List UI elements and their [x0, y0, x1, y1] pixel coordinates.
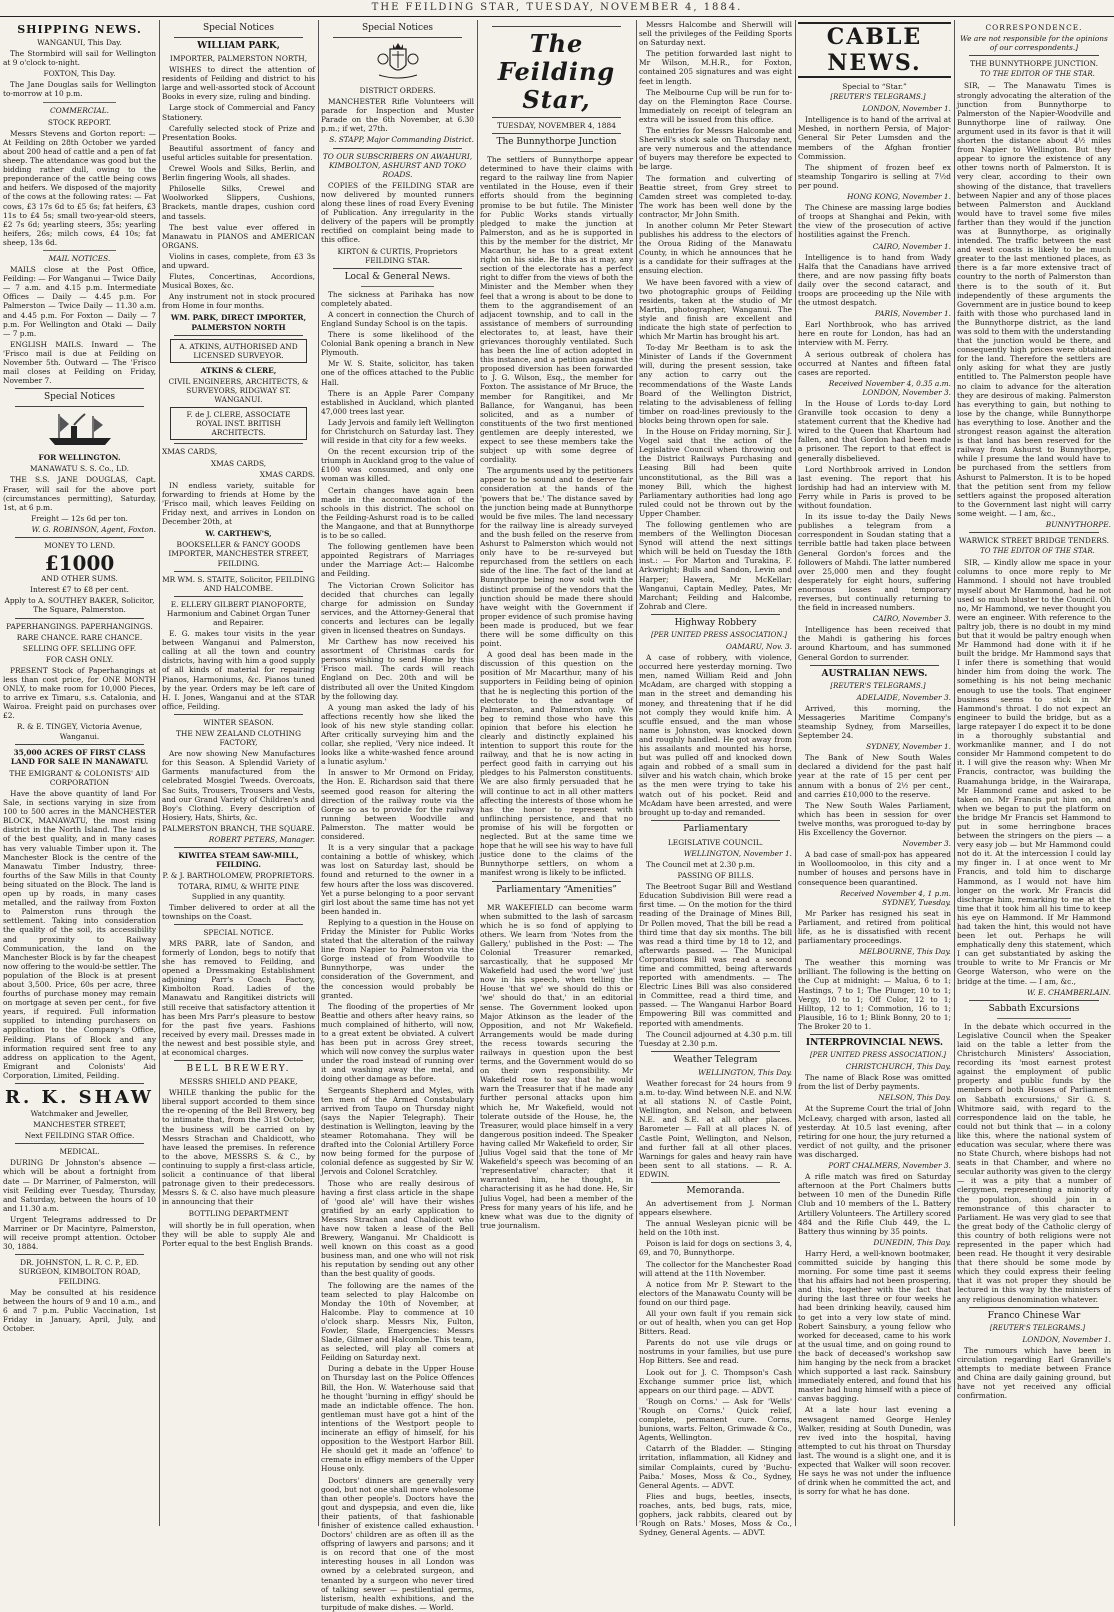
dateline: Received November 4, 0.35 a.m. LONDON, November 3.: [828, 378, 951, 397]
australian-item: The New South Wales Parliament, which has been in session for over twelve months, was prorogued to-day by His Excellency the Governor.: [798, 800, 951, 838]
lead-paragraph: A good deal has been made in the discussion of this question on the position of Mr Macarthur, many of his supporters in Feilding being of opinion that he is neglecting this portion of the electorate to the advantage of Palmerston, and Palmerston only. We beg to remind those who have this opinion that before his election he clearly and distinctly explained his intention to support this route for the railway, and that he is now acting in perfect good faith in carrying out his pledges to his Palmerston constituents. We are also firmly persuaded that he will continue to act in all other matters affecting the interests of those whom he has the honor to represent with unflinching persistence, and that no promise of his will be forgotten or neglected. But at the same time we hope that he will see his way to have full justice done to the claims of the Bunnythorpe settlers, on whom a manifest wrong is likely to be inflicted.: [480, 650, 633, 878]
dateline: NELSON, This Day.: [878, 1093, 951, 1103]
subscribers-body: COPIES of the FEILDING STAR are now delivered by mounted runners along these lines of road Every Evening of Publication. Any irregularity in the delivery of the papers will be promptly rectified on complaint being made to this office.: [321, 180, 474, 245]
cable-item: Intelligence is to hand of the arrival at Meshed, in northern Persia, of Major-General Sir Peter Lumsden and the members of the Afghan frontier Commission.: [798, 115, 951, 161]
letter-signature: W. E. CHAMBERLAIN.: [1027, 987, 1111, 997]
dateline: LONDON, November 1.: [862, 104, 951, 114]
divider: [174, 443, 303, 444]
divider: [520, 899, 593, 900]
dateline: ADELAIDE, November 3.: [856, 692, 951, 702]
bell-sub: MESSRS SHIELD AND PEAKE,: [179, 1077, 298, 1087]
council-met: The Council met at 2.30 p.m.: [646, 859, 755, 869]
ellery-body: E. G. makes tour visits in the year between Wanganui and Palmerston, calling at all the town and country districts, having with him a good supply of all kinds of material for repairing Pianos, Harmoniums, &c. Pianos tuned by the year. Orders may be left care of H. I. Jones, Wanganui and at the STAR office, Feilding.: [162, 629, 315, 711]
local-item: Sergeants Shepherd and Myles, with ten men of the Armed Constabulary arrived from Taupo on Thursday night (says the Napier Telegraph). Their destination is Wellington, leaving by the steamer Rotomahana. They will be drafted into the Colonial Artillery Force now being formed for the purpose of colonial defence as suggested by Sir W. Jervois and Colonel Scratchley.: [321, 1085, 474, 1177]
divider: [361, 286, 434, 287]
medical-heading: MEDICAL.: [59, 1147, 100, 1157]
local-item: Those who are really desirous of having a first class article in the shape of 'good ale' will have their wishes gratified by an early application to Messrs Strachan and Chaldicott who have now taken a lease of the Bell Brewery, Wanganui. Mr Chaldicott is well known on this coast as a good business man, and one who will not risk his reputation by sending out any other than the best quality of goods.: [321, 1178, 474, 1279]
jane-douglas-notice: THE S.S. JANE DOUGLAS, Capt. Fraser, will sail for the above port (circumstances permitting), Saturday, 1st, at 6 p.m.: [3, 475, 156, 512]
bottling-body: will shortly be in full operation, when they will be able to supply Ale and Porter equal to the best English Brands.: [162, 1220, 315, 1248]
park-signature: WM. PARK, DIRECT IMPORTER, PALMERSTON NORTH: [170, 313, 307, 332]
cable-item: Intelligence has been received that the Mahdi is gathering his forces around Khartoum, and has summoned General Gordon to surrender.: [798, 625, 951, 662]
atkins-clere-heading: ATKINS & CLERE,: [200, 365, 277, 375]
press-source: [PER UNITED PRESS ASSOCIATION.]: [809, 1051, 947, 1059]
special-notices-heading: Special Notices: [361, 23, 434, 33]
local-item: Mr Carthew has now received his assortment of Christmas cards for persons wishing to send Home by this 'Frisco mail. The cards will reach England on Dec. 20th and will be distributed all over the United Kingdom by the following day.: [321, 637, 474, 701]
cable-news-heading: CABLE NEWS.: [798, 22, 951, 78]
park-body: WISHES to direct the attention of residents of Feilding and district to his large and well-assorted stock of Account Books in every size, ruling and binding.: [162, 65, 315, 102]
bell-body: WHILE thanking the public for the liberal support accorded to them since the re-opening of the Bell Brewery, beg to intimate that, from the 31st October, the business will be carried on by Messrs Strachan and Chaldicott, who have leased the premises. In reference to the above, MESSRS S. & C., by continuing to supply a first-class article, solicit a continuance of that liberal patronage given to their predecessors. Messrs S. & C. also have much pleasure in announcing that their: [162, 1088, 315, 1207]
money-heading: MONEY TO LEND.: [44, 541, 115, 551]
divider: [810, 1034, 939, 1035]
park-heading: WILLIAM PARK,: [197, 41, 280, 51]
land-heading: 35,000 ACRES OF FIRST CLASS LAND FOR SALE IN MANAWATU.: [10, 747, 149, 766]
divider: [15, 406, 144, 407]
divider: [969, 1307, 1099, 1308]
local-item: The Melbourne Cup will be run for to-day on the Flemington Race Course. Immediately on receipt of telegram an extra will be issued from this office.: [639, 87, 792, 124]
stock-report-body: Messrs Stevens and Gorton report: — At Feilding on 28th October we yarded about 200 head of cattle and a pen of fat sheep. The attendance was good but the bidding rather dull, owing to the preponderance of the cattle being cows and heifers. We disposed of the majority of the cows at the following rates: — Fat cows, £3 17s 6d to £5 6s; fat heifers, £3 11s to £4 5s; small two-year-old steers, £2 7s 6d; yearling steers, 35s; yearling heifers, 26s; milch cows, £4 10s; fat sheep, 13s 6d.: [3, 128, 156, 247]
park-sub: IMPORTER, PALMERSTON NORTH,: [169, 54, 308, 63]
dateline: Received November 4, 1 p.m. SYDNEY, Tuesday.: [840, 888, 951, 907]
crest-icon: [321, 41, 474, 83]
local-item: A young man asked the lady of his affections recently how she liked the look of his new style standing collar. After critically surveying him and the collar, she replied, 'Very nice indeed. It looks like a white-washed fence around a lunatic asylum.': [321, 702, 474, 767]
divider: [15, 1143, 144, 1144]
nz-clothing-address: PALMERSTON BRANCH, THE SQUARE.: [162, 823, 315, 833]
memoranda-item: All your own fault if you remain sick or out of health, when you can get Hop Bitters. Read.: [639, 1309, 792, 1337]
amenities-body: MR WAKEFIELD can become warm when submitted to the lash of sarcasm which he is so fond of applying to others. We learn from 'Notes from the Gallery,' published in the Post: — The Colonial Treasurer remarked, sarcastically, that he supposed Mr Wakefield had used the word 'we' just now in his speech, when telling the House 'that we' we should do this or 'we' should do that,' in an editorial sense. The Government looked upon Major Atkinson as the leader of the Opposition, and not Mr Wakefield. Arrangements would be made during the recess towards securing the railways in question upon the best terms, and the Government would do so on their own responsibility. Mr Wakefield rose to say that he would warn the Treasurer that if he made any further personal attacks upon him which he, Mr Wakefield, would not tolerate outside of the House, he, the Treasurer, would place himself in a very dangerous position indeed. The Speaker having called Mr Wakefield to order, Sir Julius Vogel said that the tone of Mr Wakefield's speech was becoming of an 'representative' character; that it warranted him, he thought, in characterising it as he had done. He, Sir Julius Vogel, had been a member of the Press for many years of his life, and he knew what was due to the dignity of true journalism.: [480, 902, 633, 1230]
divider: [492, 26, 621, 27]
memoranda-item: Catarrh of the Bladder. — Stinging irritation, inflammation, all Kidney and similar Complaints, cured by 'Buchu-Paiba.' Moses, Moss & Co., Sydney, General Agents. — ADVT.: [639, 1444, 792, 1490]
australian-item: The Bank of New South Wales declared a dividend for the past half year at the rate of 15 per cent per annum with a bonus of 2½ per cent., and carries £10,000 to the reserve.: [798, 753, 951, 799]
divider: [15, 1083, 144, 1084]
shipping-line: The Jane Douglas sails for Wellington to-morrow at 10 p.m.: [3, 80, 156, 99]
australian-item: The weather this morning was brilliant. The following is the betting on the Cup at midnight: — Malua, 6 to 1; Hastings, 7 to 1; The Plunger, 10 to 1; Vergy, 10 to 1; Off Color, 12 to 1; Hilltop, 12 to 1; Commotion, 16 to 1; Plausible, 16 to 1; Blink Bonny, 20 to 1; The Broker 20 to 1.: [798, 958, 951, 1031]
rks-street: MANCHESTER STREET,: [33, 1120, 126, 1130]
council-bills-heading: PASSING OF BILLS.: [677, 871, 754, 881]
special-notices-heading: Special Notices: [202, 23, 275, 33]
money-amount: £1000: [44, 551, 115, 576]
local-item: Messrs Halcombe and Sherwill will sell the privileges of the Feilding Sports on Saturday next.: [639, 20, 792, 48]
divider: [651, 820, 780, 821]
australian-item: Mr Parker has resigned his seat in Parliament, and retired from political life, as he is dissatisfied with recent parliamentary proceedings.: [798, 908, 951, 946]
english-mails: ENGLISH MAILS. Inward — The 'Frisco mail is due at Feilding on November 5th. Outward — The 'Frisco mail closes at Feilding on Friday, November 7.: [3, 339, 156, 386]
parliamentary-heading: Parliamentary: [683, 823, 748, 834]
local-item: The formation and culverting of Beattie street, from Grey street to Camden street was completed to-day. The work has been well done by the contractor, Mr John Smith.: [639, 173, 792, 219]
local-item: In the House on Friday morning, Sir J. Vogel said that the action of the Legislative Council when throwing out the District Railways Purchasing and Leasing Bill had been quite unconstitutional, as the Bill was a money Bill, which the highest Parliamentary authorities had long ago ruled could not be thrown out by the Upper Chamber.: [639, 427, 792, 518]
steamship-illustration: [3, 410, 156, 450]
local-item: To-day Mr Beetham is to ask the Minister of Lands if the Government will, during the present session, take any action to carry out the recommendations of the Waste Lands Board of the Wellington District, relating to the advisableness of felling timber on road-lines previously to the blocks being thrown open for sale.: [639, 343, 792, 425]
freight-line: Freight — 12s 6d per ton.: [31, 513, 128, 523]
paperhangings-heading: PAPERHANGINGS. PAPERHANGINGS.: [6, 621, 153, 631]
mail-body: MAILS close at the Post Office, Feilding: — For Wanganui — Twice Daily — 7 a.m. and 4.15 p.m. Intermediate Offices — Daily — 4.45 p.m. For Palmerston — Twice Daily — 11.30 a.m. and 4.45 p.m. For Foxton — Daily — 7 p.m. For Wellington and Otaki — Daily — 7 p.m.: [3, 265, 156, 338]
district-orders-heading: DISTRICT ORDERS.: [359, 86, 436, 95]
dateline: WELLINGTON, This Day.: [698, 1067, 792, 1077]
nz-clothing-heading: THE NEW ZEALAND CLOTHING FACTORY,: [175, 729, 302, 748]
local-item: In another column Mr Peter Stewart publishes his address to the electors of the Oroua Riding of the Manawatu County, in which he announces that he is a candidate for their suffrages at the ensuing election.: [639, 220, 792, 276]
divider: [43, 102, 116, 103]
park-line: Violins in cases, complete, from £3 3s and upward.: [162, 251, 315, 270]
memoranda-item: Parents do not use vile drugs or nostrums in your families, but use pure Hop Bitters. See and read.: [639, 1338, 792, 1366]
council-heading: LEGISLATIVE COUNCIL.: [667, 837, 764, 847]
park-line: Any instrument not in stock procured from Home in four months.: [162, 292, 315, 311]
cable-item: In its issue to-day the Daily News publishes a telegram from a correspondent in Soudan stating that a terrible battle had taken place between General Gordon's forces and the followers of Mahdi. The latter numbered over 25,000 men and they fought desperately for eight hours, suffering enormous losses and temporary reverses, but continually returning to the field in increased numbers.: [798, 512, 951, 613]
dateline: PARIS, November 1.: [874, 309, 951, 319]
divider: [174, 924, 303, 925]
local-item: The following gentlemen who are members of the Wellington Diocesan Synod will attend the next sittings which will be held on Tuesday the 18th inst.: — For Marton and Turakina, F. Arkwright; Bulls and Sandon, Levin and Harper; Hawera, Mr McKellar; Wanganui, Captain Medley, Pates, Mr Marchant; Feilding and Halcombe, Zohrab and Clere.: [639, 519, 792, 611]
park-line: Carefully selected stock of Prize and Presentation Books.: [162, 123, 315, 142]
cable-item: The shipment of frozen beef ex steamship Tongariro is selling at 7½d per pound.: [798, 162, 951, 190]
cable-item: In the House of Lords to-day Lord Granville took occasion to deny a statement current that the Khedive had wired to the Queen that Khartoum had fallen, and that Gordon had been made a prisoner. The report to that effect is generally disbelieved.: [798, 399, 951, 463]
divider: [997, 1018, 1071, 1019]
rks-sub: Watchmaker and Jeweller,: [30, 1109, 129, 1118]
paperhangings-body: PRESENT Stock of Paperhangings at less than cost price, for ONE MONTH ONLY, to make room for 10,000 Pieces, to arrive ex Timaru, s.s. Catalonia, and Wairoa. Freight paid on purchases over £2.: [3, 665, 156, 721]
carthew-heading: W. CARTHEW'S,: [205, 529, 272, 539]
agent-signature: W. G. ROBINSON, Agent, Foxton.: [31, 524, 156, 534]
divider: [15, 537, 144, 538]
cable-item: The Chinese are massing large bodies of troops at Shanghai and Pekin, with the view of the prosecution of active hostilities against the French.: [798, 203, 951, 240]
urgent-telegrams: Urgent Telegrams addressed to Dr Marriner or Dr Macintyre, Palmerston, will receive prompt attention. October 30, 1884.: [3, 1214, 156, 1252]
lead-article-heading: The Bunnythorpe Junction: [496, 137, 617, 148]
dateline: MELBOURNE, This Day.: [859, 947, 951, 957]
to-editor: TO THE EDITOR OF THE STAR.: [980, 70, 1095, 79]
local-item: During a debate in the Upper House on Thursday last on the Police Offences Bill, the Hon. W. Waterhouse said that he thought 'burning in effigy' should be made an indictable offence. The hon. gentleman must have got a hint of the intentions of the Westport people to incinerate an effigy of himself, for his opposition to the Westport Harbor Bill. He should get it made an 'offence' to cremate in effigy members of the Upper House only.: [321, 1364, 474, 1474]
lead-paragraph: The arguments used by the petitioners appear to be sound and to deserve fair consideration at the hands of the 'powers that be.' The distance saved by the junction being made at Bunnythorpe would be five miles. The land necessary for the railway line is already surveyed and the bush felled on the reserve from Ashurst to Palmerston which would not only have to be re-surveyed but repurchased from the settlers on each side of the line. The fact of the land at Bunnythorpe being now sold with the distinct promise of the vendors that the junction should be made there should have weight with the Government if proper evidence of such promise having been made is produced, but we fear there will be some difficulty on this point.: [480, 466, 633, 649]
park-line: Crewel Wools and Silks, Berlin, and Berlin fingering Wools, all shades.: [162, 164, 315, 183]
money-interest: Interest £7 to £8 per cent.: [30, 585, 129, 595]
franco-body: The rumours which have been in circulation regarding Earl Granville's attempts to mediate between France and China are daily gaining ground, but have not yet received any official confirmation.: [957, 1345, 1111, 1401]
highway-body: A case of robbery, with violence, occurred here yesterday morning. Two men, named William Reid and John McAdam, are charged with stopping a man in the street and demanding his money, and threatening that if he did not comply they would knife him. A scuffle ensued, and the man whose name is Johnston, was knocked down and roughly handled. He got away from his assailants and mounted his horse, but was pulled off and knocked down again and robbed of a small sum in silver and his watch chain, which broke as the men were trying to take his watch out of his pocket. Reid and McAdam have been arrested, and were brought up to-day and remanded.: [639, 653, 792, 817]
interprovincial-heading: INTERPROVINCIAL NEWS.: [805, 1038, 944, 1048]
divider: [174, 571, 303, 572]
highway-robbery-heading: Highway Robbery: [674, 617, 757, 628]
dateline: LONDON, November 1.: [1022, 1334, 1111, 1344]
press-source: [PER UNITED PRESS ASSOCIATION.]: [650, 630, 788, 639]
interprovincial-item: A rifle match was fired on Saturday afternoon at the Port Chalmers butts between 10 men of the Dunedin Rifle Club and 10 members of the L. Battery Artillery Volunteers. The Artillery scored 484 and the Rifle Club 449, the L. Battery thus winning by 35 points.: [798, 1172, 951, 1236]
divider: [492, 117, 621, 118]
divider: [174, 714, 303, 715]
divider: [15, 388, 144, 389]
nz-clothing-body: Are now showing New Manufactures for this Season. A Splendid Variety of Garments manufactured from the celebrated Mosgiel Tweeds. Overcoats, Sac Suits, Trousers, Trousers and Vests, and our Grand Variety of Children's and Boy's Clothing. Every description of Hosiery, Hats, Shirts, &c.: [162, 749, 315, 822]
reuter-source: [REUTER'S TELEGRAMS.]: [830, 93, 926, 102]
cable-item: A serious outbreak of cholera has occurred at Nantes and fifteen fatal cases are reported.: [798, 349, 951, 377]
tingey-signature: R. & E. TINGEY, Victoria Avenue, Wanganui.: [16, 722, 143, 741]
mail-heading: MAIL NOTICES.: [48, 253, 111, 263]
column-3: [318, 20, 477, 1612]
bottling-heading: BOTTLING DEPARTMENT: [188, 1209, 289, 1219]
correspondence-heading: CORRESPONDENCE.: [985, 23, 1083, 32]
local-item: Mr W. S. Staite, solicitor, has taken one of the offices attached to the Public Hall.: [321, 359, 474, 387]
company-name: MANAWATU S. S. Co., LD.: [29, 464, 129, 474]
letter-heading: THE BUNNYTHORPE JUNCTION.: [970, 59, 1098, 69]
xmas-line: XMAS CARDS,: [210, 458, 267, 468]
bartholomew-line: P. & J. BARTHOLOMEW, PROPRIETORS.: [162, 871, 315, 881]
sabbath-body: In the debate which occurred in the Legislative Council when the Speaker laid on the table a letter from the Christchurch Ministers' Association, recording its 'most earnest protest against the employment of public property and public funds by the members of both Houses of Parliament on Sabbath excursions,' Sir G. S. Whitmore said, with regard to the correspondence laid on the table, he could not but think that — in a colony like this, where the national system of education was secular, where there was no State Church, where bishops had not seats in that Chamber, and where no secular authority was given to the clergy — it was a pity that a number of clergymen, representing a minority of the population, should join in a remonstrance of this character to Parliament. He was very glad to see that the great body of the Catholic clergy of this country of both religions were not represented in the paper which had been read. He thought it very desirable that there should be some mode by which they could express their feeling that it was not proper they should be lectured in this way by the ministers of any religious denomination whatever.: [957, 1021, 1111, 1304]
local-item: Doctors' dinners are generally very good, but not one shall more wholesome than other people's. Doctors have the gout and dyspepsia, and even die, like their patients, of that fashionable finisher of existence called exhaustion. Doctors' children are as often ill as the offspring of lawyers and parsons; and it is on record that one of the most interesting houses in all London was owned by a celebrated surgeon, and tenanted by a surgeon who never tired of talking sewer — pestilential germs, listerism, health exhibitions, and the turpitude of make dishes. — World.: [321, 1475, 474, 1612]
kiwitea-heading: KIWITEA STEAM SAW-MILL, FEILDING.: [178, 851, 299, 870]
interprovincial-item: At a late hour last evening a newsagent named George Henley Walker, residing at South Dunedin, was rev ived into the hospital, having attempted to cut his throat on Thursday last. The wound is a slight one, and it is expected that Walker will soon recover. He says he was not under the influence of drink when he committed the act, and is sorry for what he has done.: [798, 1405, 951, 1497]
shipping-line: FOXTON, This Day.: [43, 69, 116, 79]
peters-signature: ROBERT PETERS, Manager.: [208, 835, 315, 845]
cable-item: Lord Northbrook arrived in London last evening. The report that his lordship had had an interview with M. Ferry while in Paris is proved to be without foundation.: [798, 464, 951, 511]
local-item: Replying to a question in the House on Friday the Minister for Public Works stated that the alteration of the railway line from Napier to Palmerston via the Gorge instead of from Woodville to Bunnythorpe, was under the consideration of the Government, and the concession would probably be granted.: [321, 917, 474, 1000]
column-7: [954, 20, 1114, 1526]
dateline: DUNEDIN, This Day.: [873, 1237, 951, 1247]
reuter-source: [REUTER'S TELEGRAMS.]: [830, 681, 926, 690]
divider: [651, 614, 780, 615]
reuter-source: [REUTER'S TELEGRAMS.]: [989, 1323, 1086, 1332]
park-line: The best value ever offered in Manawatu in PIANOS and AMERICAN ORGANS.: [162, 222, 315, 250]
australian-item: Arrived, this morning, the Messageries Maritime Company's steamship Sydney, from Marseilles, September 24.: [798, 703, 951, 741]
local-item: On the recent excursion trip of the triumph in Auckland grog to the value of £100 was consumed, and only one woman was killed.: [321, 447, 474, 484]
local-item: The flooding of the properties of Mr Beattie and others after heavy rains, so much complained of hitherto, will now, to a great extent be obviated. A culvert has been put in across Grey street, which will now convey the surplus water under the road instead of running over it and washing away the metal, and doing other damage as before.: [321, 1001, 474, 1084]
divider: [492, 881, 621, 882]
memoranda-item: Look out for J. C. Thompson's Cash Exchange summer price list, which appears on our third page. — ADVT.: [639, 1367, 792, 1395]
clere-box: F. de J. CLERE, ASSOCIATE ROYAL INST. BRITISH ARCHITECTS.: [170, 407, 307, 440]
divider: [969, 1000, 1099, 1001]
local-item: We have been favored with a view of two photographic groups of Feilding residents, taken at the studio of Mr Martin, photographer, Wanganui. The style and finish are excellent and indicate the high state of perfection to which Mr Martin has brought his art.: [639, 277, 792, 342]
rare-chance: RARE CHANCE. RARE CHANCE.: [16, 632, 143, 642]
divider: [969, 532, 1099, 533]
emigrant-body: Have the above quantity of land For Sale, in sections varying in size from 100 to 500 acres in the MANCHESTER BLOCK, MANAWATU, the most rising district in the North Island. The land is of the best quality, and in many cases has very valuable Timber upon it. The Manchester Block is the centre of the Manawatu Timber Industry, three-fourths of the Saw Mills in that County being situated on the Block. The land is open up by roads, in many cases metalled, and the railway from Foxton to Palmerston runs through the settlement. Taking into consideration the quality of the soil, its accessibility and proximity to Railway Communication, the land on the Manchester Block is by far the cheapest now offering to the would-be settler. The population of the Block is at present about 3,500. Price, 60s per acre, three fourths of purchase money may remain on mortgage at seven per cent., for five years, if required. Full information supplied to intending purchasers on application to the Company's Office, Feilding. Plans of Block and any information required sent free to any address on application to the Agent, Emigrant and Colonists' Aid Corporation, Limited, Feilding.: [3, 789, 156, 1080]
column-1: [0, 20, 159, 1526]
divider: [174, 37, 303, 38]
parr-body: MRS PARR, late of Sandon, and formerly of London, begs to notify that she has removed to Feilding, and opened a Dressmaking Establishment adjoining Parr's Coach Factory, Kimbolton Road. Ladies of the Manawatu and Rangitikei districts will still receive that satisfactory attention it has been Mrs Parr's pleasure to bestow for the past five years. Fashions received by every mail. Dresses made in the newest and best possible style, and at economical charges.: [162, 938, 315, 1057]
interprovincial-item: At the Supreme Court the trial of John McLeavy, charged with arson, lasted all yesterday. At 10.5 last evening, after retiring for one hour, the jury returned a verdict of not guilty, and the prisoner was discharged.: [798, 1104, 951, 1159]
dateline: OAMARU, Nov. 3.: [725, 642, 792, 651]
shipping-heading: SHIPPING NEWS.: [17, 23, 142, 36]
park-line: Philoselle Silks, Crewel and Woolworked Slippers, Cushions, Brackets, mantle drapes, cushion cord and tassels.: [162, 184, 315, 221]
rks-next: Next FEILDING STAR Office.: [24, 1131, 135, 1141]
xmas-line: XMAS CARDS.: [259, 469, 315, 479]
issue-date: TUESDAY, NOVEMBER 4, 1884: [497, 121, 616, 130]
dateline: WELLINGTON, November 1.: [683, 848, 792, 858]
atkins-sub: CIVIL ENGINEERS, ARCHITECTS, & SURVEYORS, RIDGWAY ST. WANGANUI.: [168, 376, 309, 405]
column-6: [795, 20, 954, 1526]
divider: [174, 847, 303, 848]
stock-report-heading: STOCK REPORT.: [47, 117, 112, 127]
letter-body: SIR, — The Manawatu Times is strongly advocating the alteration of the junction from Bunnythorpe to Palmerston of the Napier-Woodville and Bunnythorpe line of railway. One argument used in its favor is that it will shorten the distance about 4½ miles from Napier to Wellington. But they appear to ignore the existence of any other towns north of Palmerston. It is very clear, according to their own showing of the distance, that travellers between Napier and any of those places between Palmerston and Auckland would have to travel some five miles farther than they would if the junction was at Bunnythorpe, as originally intended. The traffic between the east and west coasts is likely to be much greater to the last mentioned places, as there is a far more extensive tract of country to the north of Palmerston than there is to the south of it. But independently of these arguments the Government are in justice bound to keep faith with those who purchased land in the Bunnythorpe district, as the land was sold to them with the understanding that the junction would be there, and consequently high prices were obtained for the land. Therefore the settlers are only asking for what they are justly entitled to. The Palmerston people have no claim to advance for the alteration they are desirous of making. Palmerston has everything to gain, but nothing to lose by the change, while Bunnythorpe has everything to lose. Another and the strongest reason against the alteration is that land has been reserved for the railway from Ashurst to Bunnythorpe, while I presume the land would have to be purchased from the settlers from Ashurst to Palmerston. It is to be hoped that the petition sent from my fellow settlers against the proposed alteration to the Government last night will carry some weight. — I am, &c.,: [957, 81, 1111, 518]
special-notices-heading: Special Notices: [43, 392, 116, 403]
for-wellington-heading: FOR WELLINGTON.: [38, 453, 121, 463]
dateline: CAIRO, November 1.: [872, 241, 951, 251]
interprovincial-item: The name of Black Rose was omitted from the list of Derby payments.: [798, 1073, 951, 1092]
franco-chinese-heading: Franco Chinese War: [987, 1310, 1081, 1321]
dateline: SYDNEY, November 1.: [866, 742, 951, 752]
district-orders-body: MANCHESTER Rifle Volunteers will parade for Inspection and Muster Parade on the 6th November, at 6.30 p.m.; if wet, 27th.: [321, 97, 474, 134]
ellery-heading: E. ELLERY GILBERT PIANOFORTE, Harmonium and Cabinet Organ Tuner and Repairer.: [166, 599, 311, 627]
johnston-body: May be consulted at his residence between the hours of 9 and 10 a.m., and 6 and 7 p.m. Public Vaccination, 1st Friday in January, April, July, and October.: [3, 1287, 156, 1333]
johnston-heading: DR. JOHNSTON, L. R. C. P., ED. SURGEON, KIMBOLTON ROAD, FEILDING.: [18, 1258, 141, 1286]
commercial-heading: COMMERCIAL.: [50, 105, 109, 115]
money-apply: Apply to A. SOUTHEY BAKER, Solicitor, The Square, Palmerston.: [4, 596, 155, 615]
xmas-line: XMAS CARDS,: [162, 447, 218, 457]
council-adjourned: The Council adjourned at 4.30 p.m. till Tuesday at 2.30 p.m.: [639, 1029, 792, 1048]
timber-line: Timber delivered to order at all the townships on the Coast.: [162, 902, 315, 921]
local-item: In answer to Mr Ormond on Friday, the Hon. E. Richardson said that there seemed good reason for altering the direction of the railway route via the Gorge so as to provide for the railway running between Woodville and Palmerston. The matter would be considered.: [321, 768, 474, 842]
rks-shaw-heading: R. K. SHAW: [5, 1087, 154, 1108]
staite-notice: MR WM. S. STAITE, Solicitor, FEILDING AND HALCOMBE.: [162, 574, 315, 593]
totara-line: TOTARA, RIMU, & WHITE PINE Supplied in any quantity.: [177, 882, 300, 901]
selling-off: SELLING OFF. SELLING OFF.: [22, 643, 137, 653]
cable-item: Earl Northbrook, who has arrived here en route for London, has had an interview with M. Ferry.: [798, 320, 951, 348]
memoranda-item: Flies and bugs, beetles, insects, roaches, ants, bed bugs, rats, mice, gophers, jack rabbits, cleared out by 'Rough on Rats.' Moses, Moss & Co., Sydney, General Agents. — ADVT.: [639, 1491, 792, 1538]
local-item: Lady Jervois and family left Wellington for Christchurch on Saturday last. They will reside in that city for a few weeks.: [321, 417, 474, 446]
dateline: HONG KONG, November 1.: [847, 192, 951, 202]
shipping-line: The Stormbird will sail for Wellington at 9 o'clock to-night.: [3, 49, 156, 68]
divider: [174, 596, 303, 597]
divider: [492, 133, 621, 134]
dateline: PORT CHALMERS, November 3.: [828, 1161, 951, 1171]
weather-heading: Weather Telegram: [673, 1054, 758, 1065]
medical-body: DURING Dr Johnston's absence — which will be about a fortnight from date — Dr Marriner, of Palmerston, will visit Feilding ever Tuesday, Thursday, and Saturday, between the hours of 10 and 11.30 a.m.: [3, 1158, 156, 1213]
local-item: The sickness at Parihaka has now completely abated.: [321, 289, 474, 308]
divider: [333, 268, 462, 269]
divider: [174, 1060, 303, 1061]
sabbath-heading: Sabbath Excursions: [988, 1003, 1080, 1014]
divider: [520, 151, 593, 152]
lead-paragraph: The settlers of Bunnythorpe appear determined to have their claims with regard to the railway line from Napier ventilated in the House, even if their efforts should from the beginning promise to be but futile. The Minister for Public Works stands virtually pledged to make the junction at Palmerston, and as he is supported in this by the member for the district, Mr Macarthur, he has to a great extent right on his side. Be this as it may, any section of the electorate has a perfect right to differ from the views of both the Minister and the Member when they feel that a wrong is about to be done to them to the aggrandisement of an adjacent township, and to call in the assistance of members of surrounding electorates to, at least, have their grievances thoroughly ventilated. Such has been the line of action adopted in this instance, and a petition against the proposed diversion has been forwarded to J. G. Wilson, Esq., the member for Foxton. The assistance of Mr Bruce, the member for Rangitikei, and Mr Ballance, for Wanganui, has been solicited, and as a number of constituents of the two first mentioned gentlemen are deeply interested, we expect to see these members take the subject up with some degree of cordiality.: [480, 155, 633, 465]
divider: [651, 1051, 780, 1052]
local-item: The petition forwarded last night to Mr Wilson, M.H.R., for Foxton, contained 205 signatures and was eight feet in length.: [639, 49, 792, 86]
carthew-sub: BOOKSELLER & FANCY GOODS IMPORTER, MANCHESTER STREET, FEILDING.: [168, 540, 309, 568]
divider: [969, 55, 1099, 56]
column-4: [477, 20, 636, 1526]
divider: [15, 744, 144, 745]
local-item: The Victorian Crown Solicitor has decided that churches can legally charge for admission on Sunday services, and the Attorney-General that concerts and lectures can be legally given in licensed theatres on Sundays.: [321, 580, 474, 635]
divider: [651, 1182, 780, 1183]
divider: [174, 335, 303, 336]
masthead: THE FEILDING STAR, TUESDAY, NOVEMBER 4, 1884.: [0, 0, 1114, 17]
cable-item: Intelligence is to hand from Wady Halfa that the Canadians have arrived there, and are now passing fifty boats daily over the second cataract, and troops are proceeding up the Nile with the utmost despatch.: [798, 252, 951, 308]
column-2: [159, 20, 318, 1526]
divider: [15, 618, 144, 619]
local-item: The entries for Messrs Halcombe and Sherwill's stock sale on Thursday next, are very numerous and the attendance of buyers may therefore be expected to be large.: [639, 126, 792, 172]
council-body: The Beetroot Sugar Bill and Westland Education Subdivision Bill were read a first time. — On the motion for the third reading of the Drainage of Mines Bill, Dr Pollen moved, That the bill be read a third time that day six months. The bill was read a third time by 18 to 12, and afterwards passed. — The Municipal Corporations Bill was read a second time and committed, being afterwards reported with amendments. — The Electric Lines Bill was also considered in Committee, read a third time, and passed. — The Wanganui Harbor Board Empowering Bill was committed and reported with amendments.: [639, 882, 792, 1028]
divider: [333, 148, 462, 149]
letter-heading: WARWICK STREET BRIDGE TENDERS.: [959, 536, 1109, 546]
divider: [43, 250, 116, 251]
local-item: The following are the names of the team selected to play Halcombe on Monday the 10th of November, at Halcombe. Play to commence at 10 o'clock sharp. Messrs Nix, Fulton, Fowler, Slade, Emergencies: Messrs Slade, Gilmer and Halcombe. This team, as selected, will play all comers at Feilding on Saturday next.: [321, 1280, 474, 1363]
australian-item: A bad case of small-pox has appeared in Woolloomooloo, in this city and a number of houses and persons have in consequence been quarantined.: [798, 850, 951, 887]
memoranda-item: A notice from Mr P. Stewart to the electors of the Manawatu County will be found on our third page.: [639, 1279, 792, 1307]
local-item: A concert in connection the Church of England Sunday School is on the tapis.: [321, 309, 474, 328]
local-item: There is some likelihood of the Colonial Bank opening a branch in New Plymouth.: [321, 330, 474, 358]
local-item: Certain changes have again been made in the accommodation of the schools in this district. The school on the Feilding-Ashurst road is to be called the Mangaone, and that at Bunnythorpe is to be so called.: [321, 485, 474, 541]
cash-only: FOR CASH ONLY.: [45, 654, 114, 664]
kirton-signature: KIRTON & CURTIS, Proprietors FEILDING STAR.: [337, 246, 458, 265]
shipping-line: WANGANUI, This Day.: [37, 38, 122, 47]
divider: [333, 37, 462, 38]
xmas-body: IN endless variety, suitable for forwarding to friends at Home by the 'Frisco mail, which leaves Feilding on Friday next, and arrives in London on December 20th, at: [162, 480, 315, 527]
local-item: There is an Apple Parer Company established in Auckland, which planted 47,000 trees last year.: [321, 388, 474, 416]
column-5: [636, 20, 795, 1538]
emigrant-heading: THE EMIGRANT & COLONISTS' AID CORPORATION: [9, 768, 150, 787]
memoranda-heading: Memoranda.: [686, 1185, 745, 1196]
local-news-heading: Local & General News.: [344, 271, 451, 282]
amenities-heading: Parliamentary “Amenities”: [496, 884, 617, 895]
park-line: Large stock of Commercial and Fancy Stationery.: [162, 103, 315, 122]
memoranda-item: The collector for the Manchester Road will attend at the 11th November.: [639, 1259, 792, 1278]
bell-brewery-heading: BELL BREWERY.: [186, 1064, 291, 1075]
atkins-box: A. ATKINS, AUTHORISED AND LICENSED SURVEYOR.: [170, 339, 307, 363]
memoranda-item: Poison is laid for dogs on sections 3, 4, 69, and 70, Bunnythorpe.: [639, 1239, 792, 1258]
australian-news-heading: AUSTRALIAN NEWS.: [821, 668, 928, 679]
stapp-signature: S. STAPP, Major Commanding District.: [329, 135, 474, 145]
letter-body: SIR, — Kindly allow me space in your columns to once more reply to Mr Hammond. I should not have troubled myself about Mr Hammond, had he not used so much bluster to the Council. Oh no, Mr Hammond, we never thought you were an engineer. With reference to the paltry job, there is no doubt in my mind but that it would be paltry enough when Mr Hammond had done with it if he built the bridge. Mr Hammond says that I infer there is something that would hinder him from doing the work. The something is his not being mechanic enough to use the tools. That engineer business seems to stick in Mr Hammond's throat. I do not expect an engineer to build the bridge, but as a large ratepayer I do expect it to be done in a thoroughly substantial and workmanlike manner, and I do not consider Mr Hammond competent to do it. I will give the reason why: When Mr Francis, contractor, was building the Ruamahunga bridge, in the Wairarapa, Mr Hammond came and asked to be taken on. Mr Francis put him on, and when we began to put the platform on the bridge Mr Francis set Hammond to put in some herringbone braces between the stringers on the piers — a very easy job — but Mr Hammond could not do it. At the intercession I could lay my finger in. I at once went to Mr Francis, and told him to discharge Hammond, as I would not have him longer on the work. Mr Francis did discharge him, remarking to me at the time that it took him all his time to keep his eye on Hammond. If Mr Hammond had taken the hint, this would not have been let out. Perhaps he will emphatically deny this statement, which I can get substantiated by asking the trouble to write to Mr Francis or Mr George Waterson, who were on the bridge at the time. — I am, &c.,: [957, 558, 1111, 986]
paper-nameplate: The Feilding Star,: [497, 29, 616, 114]
subscribers-heading: TO OUR SUBSCRIBERS ON AWAHURI, KIMBOLTON, ASHURST AND TOKO ROADS.: [322, 151, 473, 179]
special-notice-heading: SPECIAL NOTICE.: [203, 927, 274, 937]
local-item: It is a very singular that a package containing a bottle of whiskey, which was lost on Saturday last, should be found and returned to the owner in a few hours after the loss was discovered. Yet a purse belonging to a poor servant girl lost about the same time has not yet been handed in.: [321, 843, 474, 916]
to-editor: TO THE EDITOR OF THE STAR.: [980, 547, 1095, 556]
divider: [810, 665, 939, 666]
local-item: The following gentlemen have been appointed Registrars of Marriages under the Marriage Act:— Halcombe and Feilding.: [321, 542, 474, 579]
dateline: CAIRO, November 3.: [872, 614, 951, 624]
dateline: November 3.: [902, 839, 951, 849]
correspondence-note: We are not responsible for the opinions of our correspondents.]: [960, 34, 1108, 53]
park-line: Flutes, Concertinas, Accordions, Musical Boxes, &c.: [162, 272, 315, 291]
special-to-star: Special to “Star.”: [842, 82, 907, 91]
dateline: CHRISTCHURCH, This Day.: [845, 1062, 951, 1072]
letter-signature: BUNNYTHORPE.: [1045, 519, 1111, 529]
weather-body: Weather forecast for 24 hours from 9 a.m. to-day. Wind between N.E. and N.W. at all stations N. of Castle Point, Wellington, and Nelson, and between N.E. and S.E. at all other places. Barometer — Fall at all places N. of Castle Point, Wellington, and Nelson, and further fall at all other places. Warnings for gales and heavy rain have been sent to all stations. — R. A. EDWIN.: [639, 1078, 793, 1179]
park-line: Beautiful assortment of fancy and useful articles suitable for presentation.: [162, 143, 315, 162]
divider: [15, 1254, 144, 1255]
memoranda-item: 'Rough on Corns.' — Ask for 'Wells' 'Rough on Corns.' Quick relief, complete, permanent cure. Corns, bunions, warts. Felton, Grimwade & Co., Agents, Wellington.: [639, 1396, 792, 1443]
interprovincial-item: Harry Herd, a well-known bootmaker, committed suicide by hanging this morning. For some time past it seems that his affairs had not been prospering, and this, together with the fact that during the last three or four weeks he had been drinking heavily, caused him to get into a very low state of mind. Robert Sainsbury, a young fellow who worked for deceased, came to his work at the usual time, and on going round to the back of deceased's workshop saw him hanging by the neck from a bracket which supported a last rack. Sainsbury immediately entered, and found that his master had hung himself with a piece of canvas bagging.: [798, 1248, 951, 1404]
winter-heading: WINTER SEASON.: [203, 717, 274, 727]
memoranda-item: An advertisement from J. Norman appears elsewhere.: [639, 1198, 792, 1218]
memoranda-item: The annual Wesleyan picnic will be held on the 10th inst.: [639, 1219, 792, 1238]
money-other: AND OTHER SUMS.: [41, 574, 118, 584]
